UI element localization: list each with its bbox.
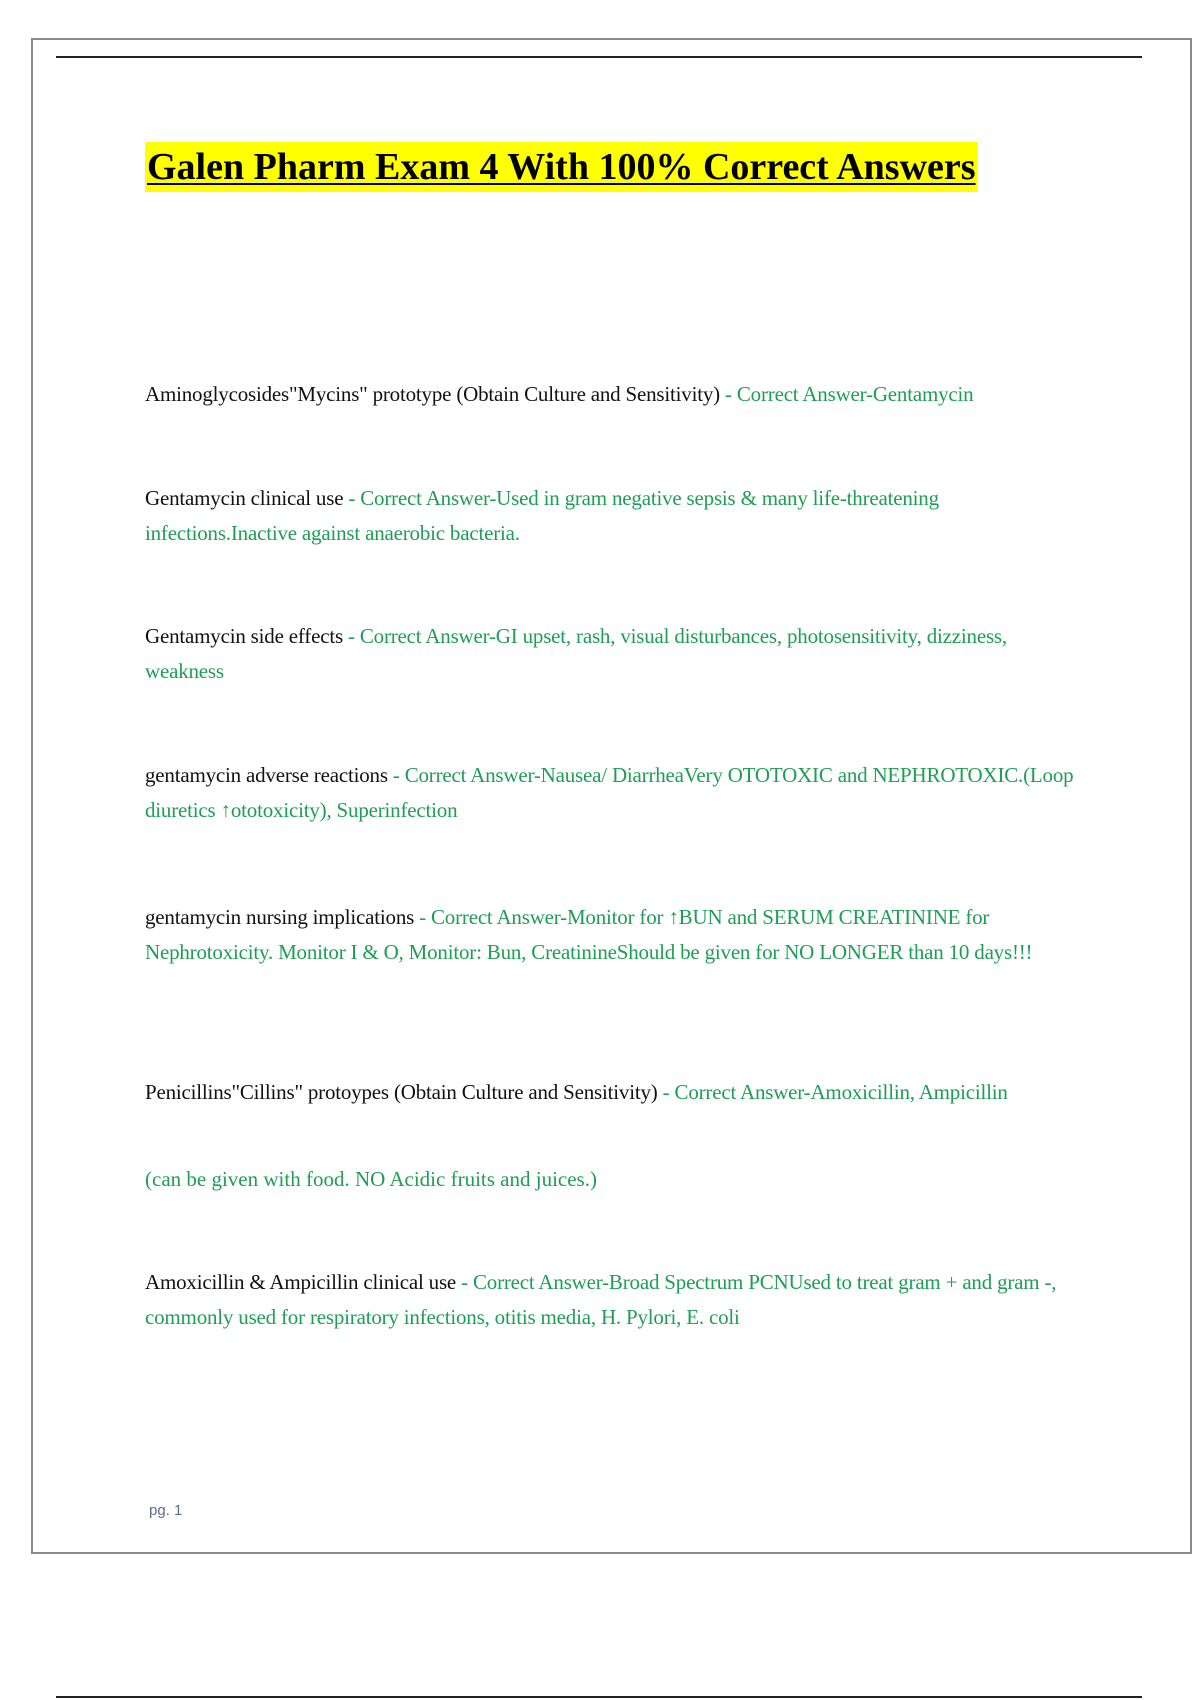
answer-text: Correct Answer-Gentamycin [736, 382, 974, 406]
answer-text: Correct Answer-GI upset, rash, visual disturbances, photosensitivity, dizziness, weakness [145, 624, 1007, 683]
question-term: Aminoglycosides"Mycins" prototype (Obtain Culture and Sensitivity) [145, 382, 720, 406]
question-term: Gentamycin side effects [145, 624, 343, 648]
answer-text: Correct Answer-Nausea/ DiarrheaVery OTOTOXIC and NEPHROTOXIC.(Loop diuretics ↑ototoxicity), Superinfection [145, 763, 1074, 822]
qa-entry-amoxicillin-ampicillin [145, 1265, 1090, 1335]
answer-text: Correct Answer-Monitor for ↑BUN and SERUM CREATININE for Nephrotoxicity. Monitor I & O, Monitor: Bun, CreatinineShould be given for NO LONGER than 10 days!!! [145, 905, 1033, 964]
separator: - [414, 905, 431, 929]
answer-text: Correct Answer-Used in gram negative sepsis & many life-threatening infections.Inactive against anaerobic bacteria. [145, 486, 939, 545]
qa-entry-gentamycin-clinical-use [145, 481, 1090, 551]
separator: - [657, 1080, 675, 1104]
qa-entry-penicillins [145, 1075, 1090, 1110]
answer-text: Correct Answer-Broad Spectrum PCNUsed to treat gram + and gram -, commonly used for respiratory infections, otitis media, H. Pylori, E. coli [145, 1270, 1057, 1329]
penicillin-note: (can be given with food. NO Acidic fruits and juices.) [145, 1167, 597, 1191]
question-term: gentamycin nursing implications [145, 905, 415, 929]
question-term: Penicillins"Cillins" protoypes (Obtain Culture and Sensitivity) [145, 1080, 658, 1104]
separator: - [456, 1270, 473, 1294]
question-term: gentamycin adverse reactions [145, 763, 388, 787]
separator: - [387, 763, 405, 787]
question-term: Amoxicillin & Ampicillin clinical use [145, 1270, 457, 1294]
qa-entry-gentamycin-adverse-reactions [145, 758, 1090, 828]
qa-entry-gentamycin-nursing-implications [145, 900, 1090, 970]
qa-entry-gentamycin-side-effects [145, 619, 1090, 689]
qa-entry-aminoglycosides [145, 377, 1090, 412]
separator: - [343, 486, 361, 510]
question-term: Gentamycin clinical use [145, 486, 344, 510]
header-rule [56, 56, 1142, 58]
separator: - [342, 624, 360, 648]
footer-rule [56, 1696, 1142, 1698]
answer-text: Correct Answer-Amoxicillin, Ampicillin [674, 1080, 1008, 1104]
document-title: Galen Pharm Exam 4 With 100% Correct Answers [145, 142, 978, 192]
page-number: pg. 1 [149, 1502, 183, 1519]
separator: - [719, 382, 737, 406]
